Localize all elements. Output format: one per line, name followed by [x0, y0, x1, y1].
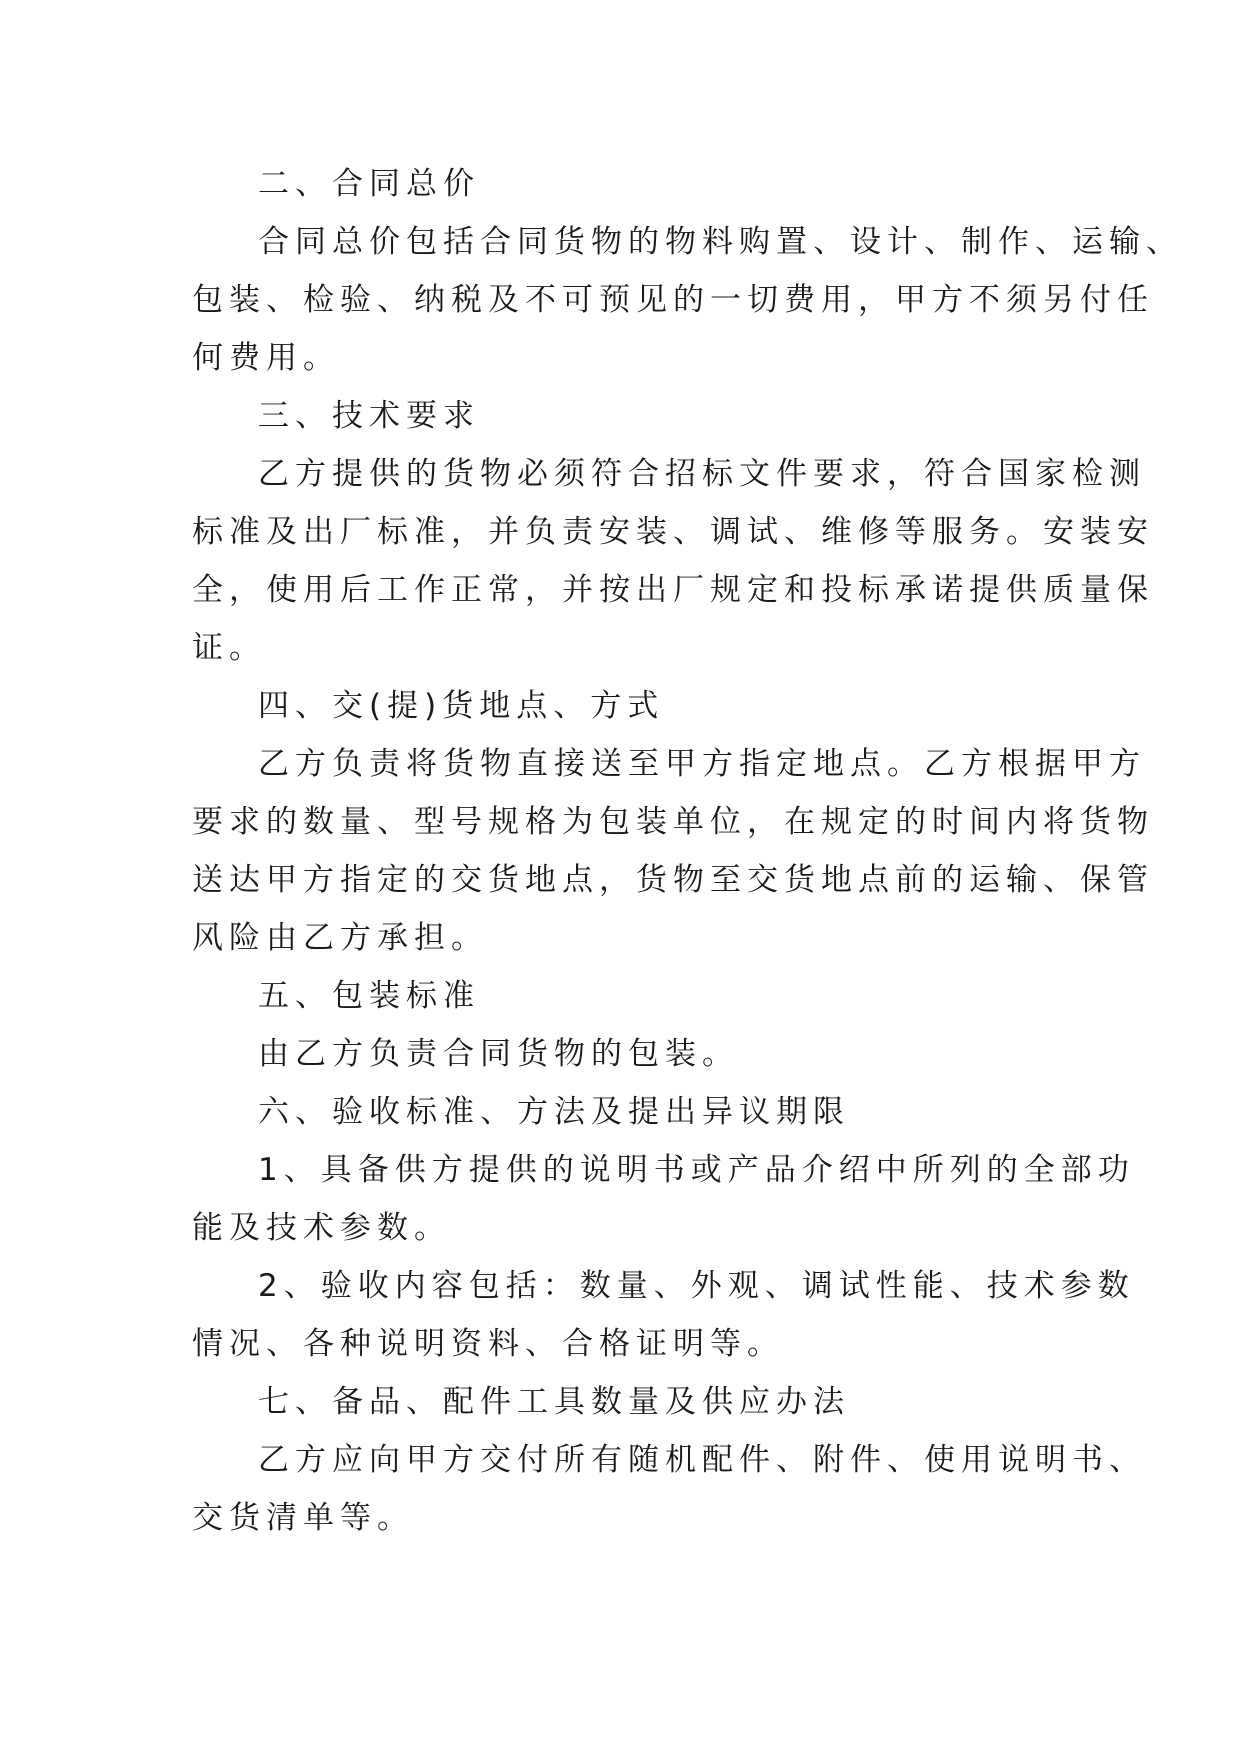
- section-heading: 七、备品、配件工具数量及供应办法: [258, 1384, 850, 1420]
- paragraph-line: 能及技术参数。: [192, 1210, 451, 1246]
- section-delivery: [192, 677, 1154, 967]
- section-heading: 三、技术要求: [258, 398, 480, 434]
- section-heading: 四、交(提)货地点、方式: [258, 688, 665, 724]
- section-heading: 六、验收标准、方法及提出异议期限: [258, 1094, 850, 1130]
- paragraph: [192, 445, 1154, 677]
- section-spare-parts: [192, 1373, 1146, 1547]
- paragraph-line: 风险由乙方承担。: [192, 920, 488, 956]
- paragraph-line: 全，使用后工作正常，并按出厂规定和投标承诺提供质量保: [192, 572, 1154, 608]
- paragraph-line: 要求的数量、型号规格为包装单位，在规定的时间内将货物: [192, 804, 1154, 840]
- paragraph-line: 乙方提供的货物必须符合招标文件要求，符合国家检测: [258, 456, 1146, 492]
- paragraph-line: 送达甲方指定的交货地点，货物至交货地点前的运输、保管: [192, 862, 1154, 898]
- paragraph-line: 合同总价包括合同货物的物料购置、设计、制作、运输、: [258, 224, 1183, 260]
- paragraph: [192, 735, 1154, 967]
- paragraph: [192, 213, 1183, 387]
- paragraph-line: 标准及出厂标准，并负责安装、调试、维修等服务。安装安: [192, 514, 1154, 550]
- paragraph: [192, 1431, 1146, 1547]
- paragraph-line: 2、验收内容包括：数量、外观、调试性能、技术参数: [258, 1268, 1135, 1304]
- paragraph-line: 由乙方负责合同货物的包装。: [258, 1036, 739, 1072]
- paragraph-line: 1、具备供方提供的说明书或产品介绍中所列的全部功: [258, 1152, 1135, 1188]
- paragraph-line: 包装、检验、纳税及不可预见的一切费用，甲方不须另付任: [192, 282, 1154, 318]
- section-heading: 五、包装标准: [258, 978, 480, 1014]
- paragraph-line: 何费用。: [192, 340, 340, 376]
- paragraph-line: 情况、各种说明资料、合格证明等。: [192, 1326, 784, 1362]
- section-contract-price: [192, 155, 1183, 387]
- section-heading: 二、合同总价: [258, 166, 480, 202]
- paragraph-line: 乙方应向甲方交付所有随机配件、附件、使用说明书、: [258, 1442, 1146, 1478]
- section-technical-requirements: [192, 387, 1154, 677]
- section-acceptance: [192, 1083, 1135, 1373]
- paragraph-line: 交货清单等。: [192, 1500, 414, 1536]
- paragraph-line: 证。: [192, 630, 266, 666]
- paragraph: [192, 1257, 1135, 1373]
- paragraph-line: 乙方负责将货物直接送至甲方指定地点。乙方根据甲方: [258, 746, 1146, 782]
- paragraph: [192, 1141, 1135, 1257]
- paragraph: [192, 1025, 1062, 1083]
- section-packaging: [192, 967, 1062, 1083]
- document-page: [192, 155, 1183, 1547]
